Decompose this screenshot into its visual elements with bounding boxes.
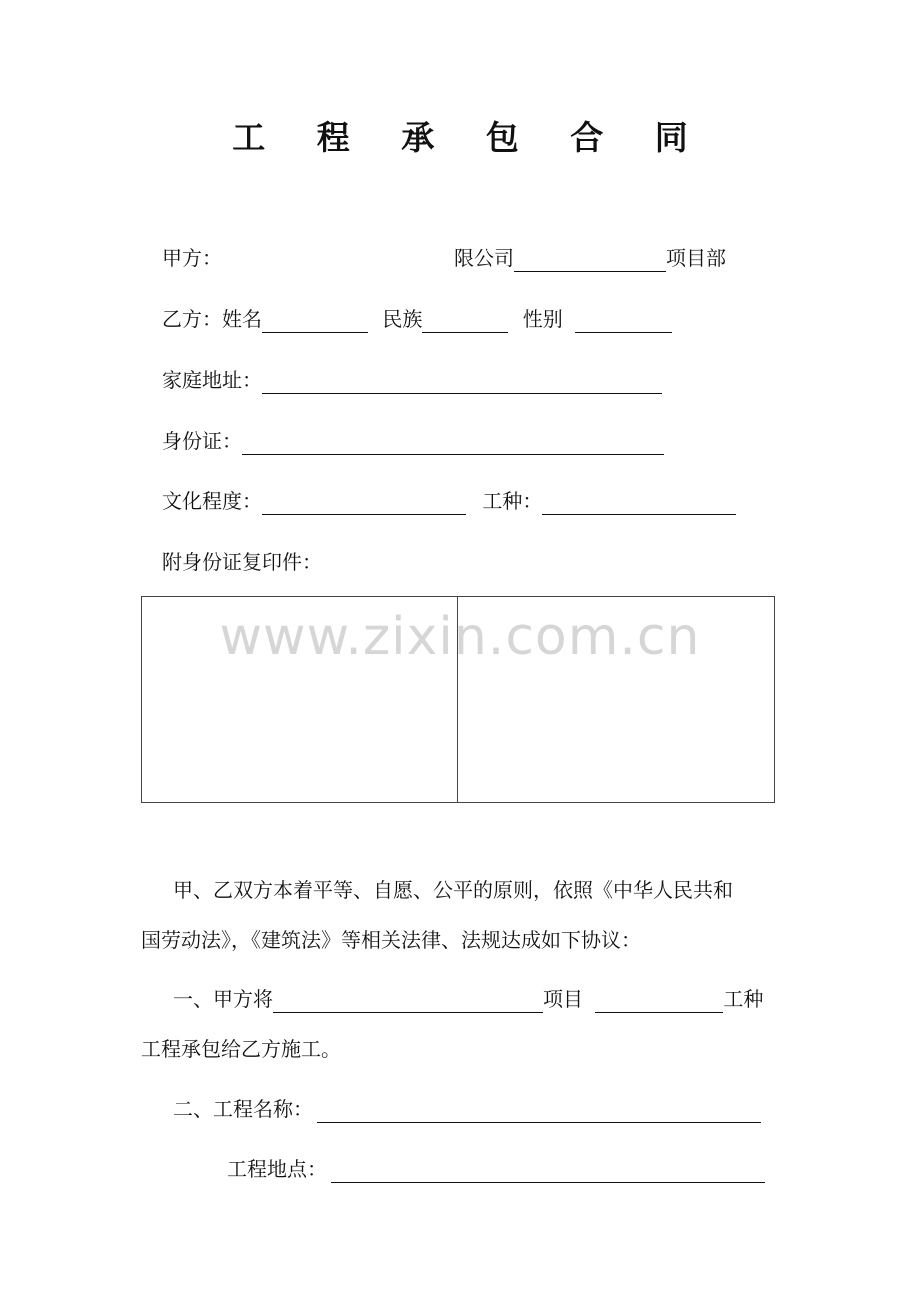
clause-2-line <box>173 1095 761 1123</box>
trade-blank[interactable] <box>542 492 736 515</box>
clause-1-continuation: 工程承包给乙方施工。 <box>141 1037 341 1061</box>
project-location-line <box>227 1155 765 1183</box>
clause-1-trade-blank[interactable] <box>595 990 723 1013</box>
party-b-line <box>162 305 672 333</box>
education-blank[interactable] <box>262 492 466 515</box>
preamble-line-1: 甲、乙双方本着平等、自愿、公平的原则，依照《中华人民共和 <box>173 878 733 902</box>
company-suffix: 限公司 <box>454 246 514 270</box>
name-blank[interactable] <box>262 310 368 333</box>
home-address-label: 家庭地址： <box>162 368 262 392</box>
id-card-blank[interactable] <box>242 432 664 455</box>
trade-label: 工种： <box>482 489 543 513</box>
ethnicity-label: 民族 <box>382 307 423 331</box>
home-address-blank[interactable] <box>262 371 662 394</box>
project-location-blank[interactable] <box>331 1160 765 1183</box>
party-a-label: 甲方： <box>162 246 222 270</box>
clause-1-trade-label: 工种 <box>723 987 764 1011</box>
clause-1-prefix: 一、甲方将 <box>173 987 273 1011</box>
clause-1-line <box>173 985 763 1013</box>
dept-suffix: 项目部 <box>666 246 726 270</box>
preamble-line-2: 国劳动法》，《建筑法》等相关法律、法规达成如下协议： <box>141 928 641 952</box>
id-card-line <box>162 427 664 455</box>
education-trade-line <box>162 487 736 515</box>
party-b-name-label: 乙方：姓名 <box>162 307 262 331</box>
home-address-line <box>162 366 662 394</box>
gender-blank[interactable] <box>575 310 672 333</box>
project-name-label: 二、工程名称： <box>173 1097 313 1121</box>
document-title: 工 程 承 包 合 同 <box>232 118 708 157</box>
clause-1-project-label: 项目 <box>543 987 583 1011</box>
id-copy-label: 附身份证复印件： <box>162 550 322 574</box>
company-blank[interactable] <box>514 249 666 272</box>
ethnicity-blank[interactable] <box>422 310 508 333</box>
project-name-blank[interactable] <box>317 1100 761 1123</box>
project-location-label: 工程地点： <box>227 1157 327 1181</box>
id-card-label: 身份证： <box>162 429 242 453</box>
party-a-company-line <box>454 244 726 272</box>
watermark: www.zixin.com.cn <box>219 607 701 667</box>
gender-label: 性别 <box>522 307 563 331</box>
education-label: 文化程度： <box>162 489 262 513</box>
clause-1-project-blank[interactable] <box>273 990 543 1013</box>
